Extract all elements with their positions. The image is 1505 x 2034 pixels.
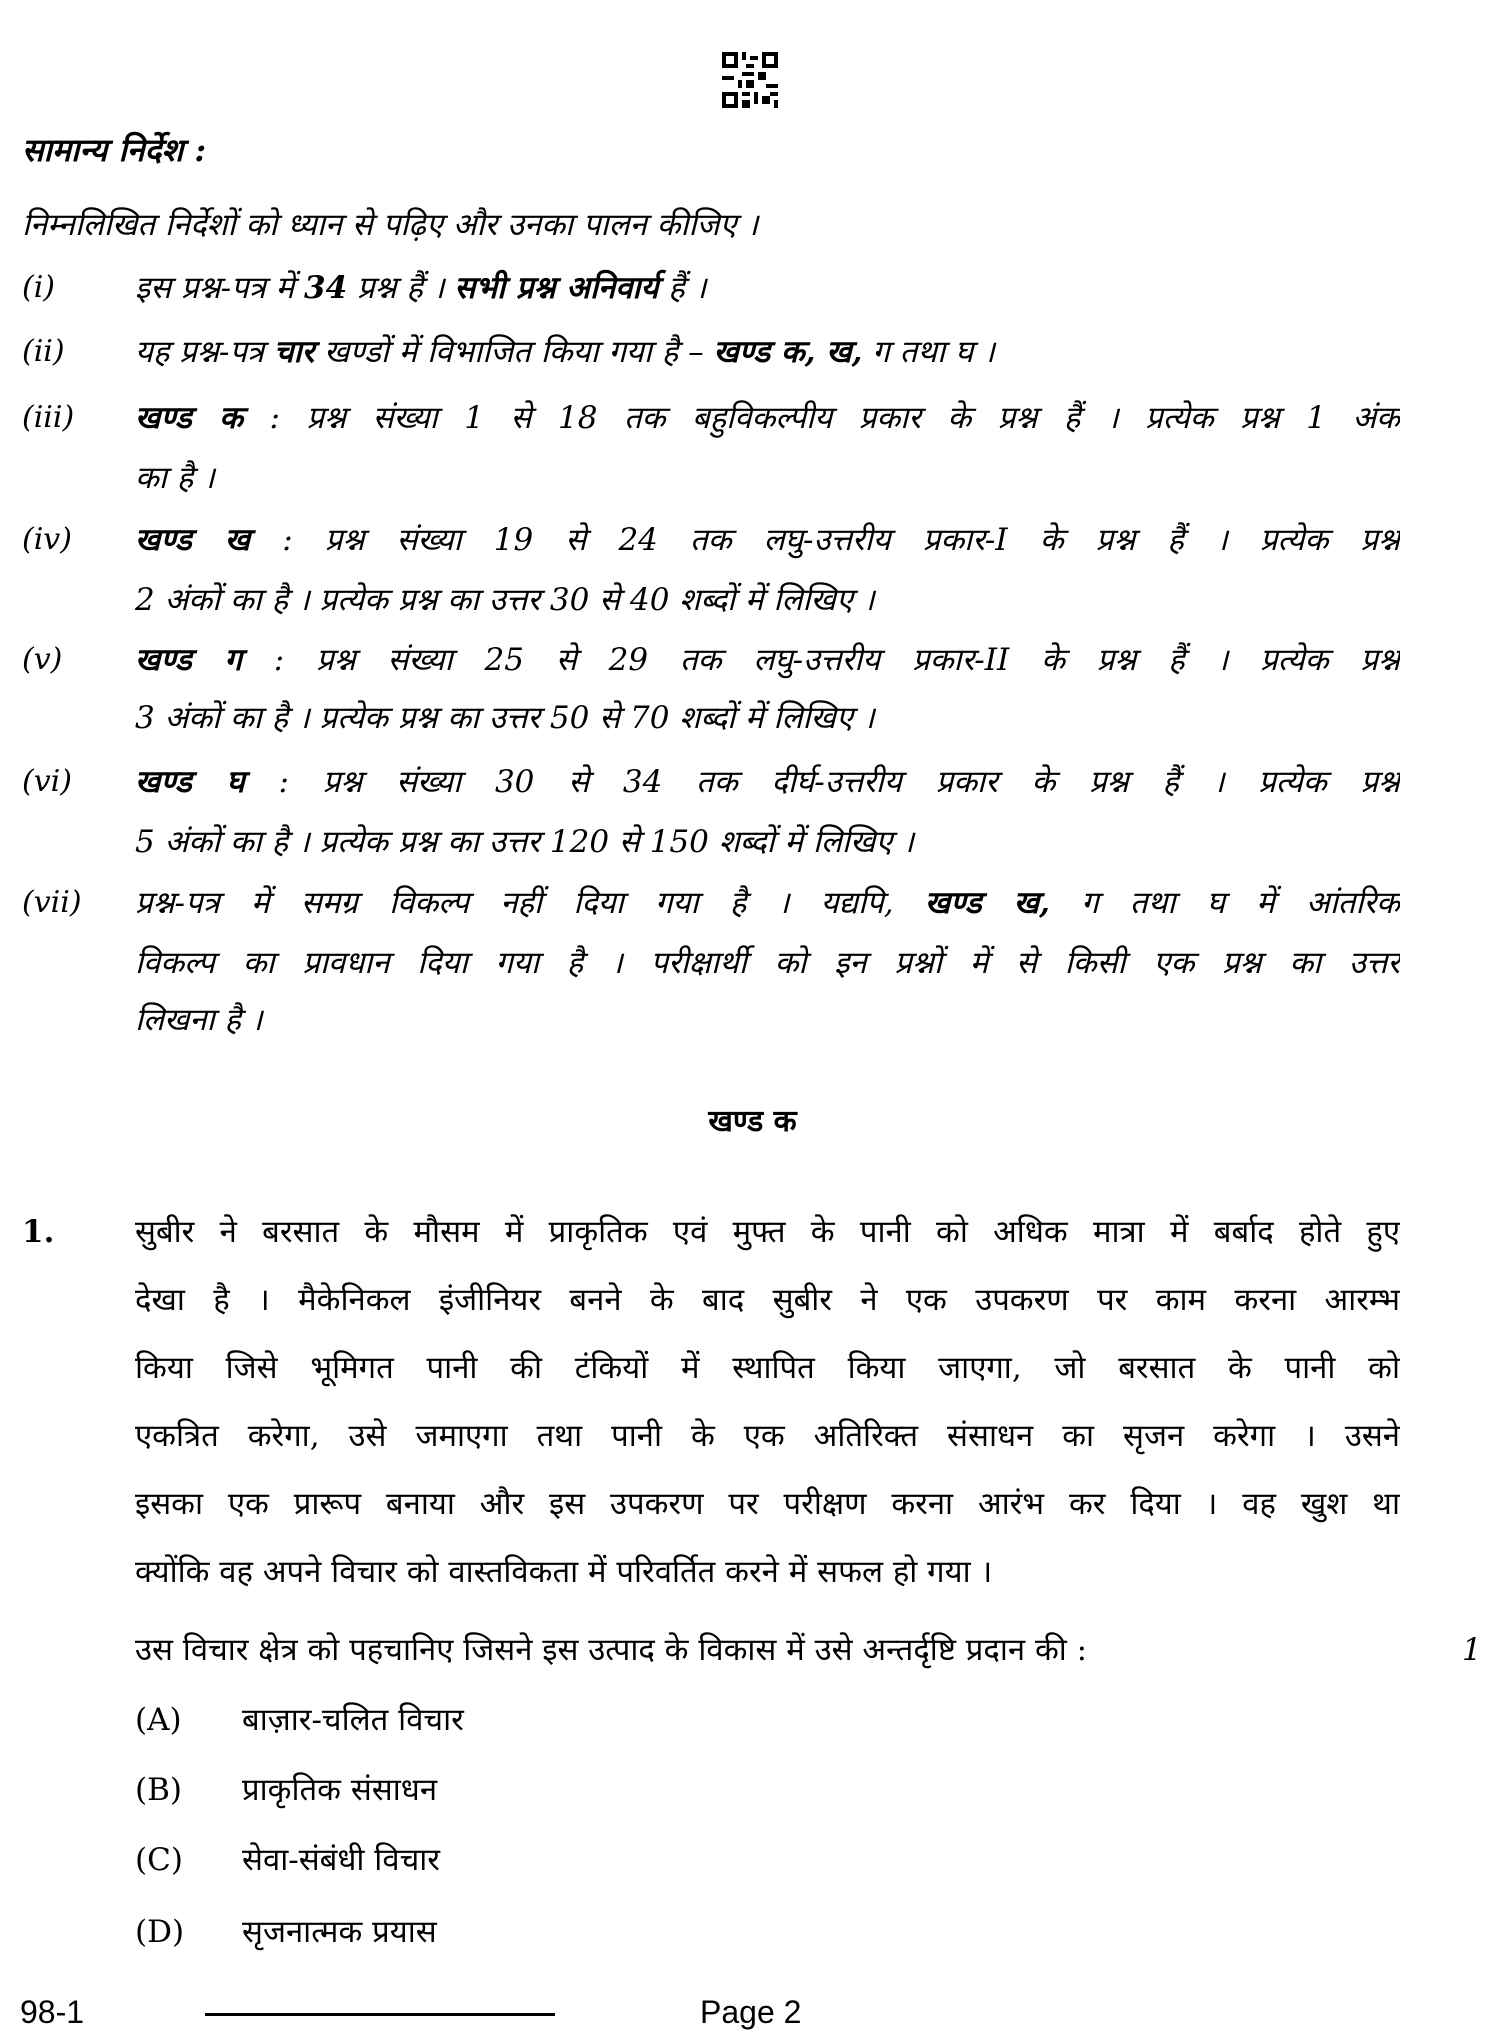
instruction-number: (vii) <box>22 885 82 920</box>
instruction-line <box>135 330 995 374</box>
instructions-title: सामान्य निर्देश : <box>22 131 207 169</box>
instruction-text: हैं । <box>658 270 707 306</box>
instruction-line <box>135 578 875 622</box>
option-text: सेवा-संबंधी विचार <box>242 1842 440 1878</box>
question-text-line: देखा है । मैकेनिकल इंजीनियर बनने के बाद सुबीर ने एक उपकरण पर काम करना आरम्भ <box>135 1282 1400 1318</box>
instruction-emphasis: खण्ड ख, <box>924 885 1050 921</box>
instruction-text: प्रश्न हैं । <box>347 270 455 306</box>
question-text-line: क्योंकि वह अपने विचार को वास्तविकता में परिवर्तित करने में सफल हो गया । <box>135 1554 993 1590</box>
footer-code: 98-1 <box>20 1994 85 2030</box>
instruction-text: इस प्रश्न-पत्र में <box>135 270 305 306</box>
instruction-text: ग तथा घ में आंतरिक <box>1049 885 1400 921</box>
instruction-text: यह प्रश्न-पत्र <box>135 334 274 370</box>
instruction-number: (iv) <box>22 522 72 557</box>
footer-page-number: Page 2 <box>700 1994 802 2030</box>
instruction-number: (iii) <box>22 400 75 435</box>
instruction-number: (vi) <box>22 764 72 799</box>
instruction-text: 5 अंकों का है । प्रत्येक प्रश्न का उत्तर 120 से 150 शब्दों में लिखिए । <box>135 824 915 860</box>
instruction-emphasis: खण्ड ख <box>135 522 251 558</box>
option-text: सृजनात्मक प्रयास <box>242 1914 437 1950</box>
instruction-text: 2 अंकों का है । प्रत्येक प्रश्न का उत्तर 30 से 40 शब्दों में लिखिए । <box>135 582 875 618</box>
instruction-line <box>135 998 263 1042</box>
instruction-text: लिखना है । <box>135 1002 263 1038</box>
footer-divider <box>205 2013 555 2016</box>
option-text: प्राकृतिक संसाधन <box>242 1772 438 1808</box>
instruction-line <box>135 396 1400 440</box>
instructions-intro: निम्नलिखित निर्देशों को ध्यान से पढ़िए और उनका पालन कीजिए । <box>22 207 759 243</box>
instruction-text: प्रश्न-पत्र में समग्र विकल्प नहीं दिया गया है । यद्यपि, <box>135 885 925 921</box>
instruction-emphasis: खण्ड क, ख, <box>713 334 863 370</box>
instruction-emphasis: सभी प्रश्न अनिवार्य <box>454 270 659 306</box>
instruction-text: : प्रश्न संख्या 1 से 18 तक बहुविकल्पीय प्रकार के प्रश्न हैं । प्रत्येक प्रश्न 1 अंक <box>242 400 1400 436</box>
instruction-text: : प्रश्न संख्या 19 से 24 तक लघु-उत्तरीय प्रकार-I के प्रश्न हैं । प्रत्येक प्रश्न <box>250 522 1400 558</box>
question-number: 1. <box>22 1214 55 1250</box>
question-marks: 1 <box>1462 1632 1482 1668</box>
question-text-line: सुबीर ने बरसात के मौसम में प्राकृतिक एवं मुफ्त के पानी को अधिक मात्रा में बर्बाद होते हुए <box>135 1214 1400 1250</box>
instruction-emphasis: खण्ड घ <box>135 764 245 800</box>
instruction-number: (v) <box>22 642 63 677</box>
instruction-emphasis: खण्ड ग <box>135 642 242 678</box>
instruction-emphasis: 34 <box>304 270 348 306</box>
instruction-line <box>135 881 1400 925</box>
section-title: खण्ड क <box>708 1104 797 1139</box>
instruction-number: (ii) <box>22 334 65 369</box>
qr-code <box>722 52 778 108</box>
option-label: (A) <box>135 1702 182 1738</box>
instruction-line <box>135 760 1400 804</box>
instruction-text: का है । <box>135 460 215 496</box>
instruction-text: ग तथा घ । <box>862 334 995 370</box>
instruction-text: 3 अंकों का है । प्रत्येक प्रश्न का उत्तर 50 से 70 शब्दों में लिखिए । <box>135 700 875 736</box>
instruction-line <box>135 518 1400 562</box>
instruction-line <box>135 941 1400 985</box>
instruction-line <box>135 638 1400 682</box>
option-label: (B) <box>135 1772 182 1808</box>
instruction-line <box>135 266 706 310</box>
instruction-line <box>135 696 875 740</box>
instruction-line <box>135 820 914 864</box>
option-label: (C) <box>135 1842 183 1878</box>
question-text-line: इसका एक प्रारूप बनाया और इस उपकरण पर परीक्षण करना आरंभ कर दिया । वह खुश था <box>135 1486 1400 1522</box>
instruction-text: खण्डों में विभाजित किया गया है – <box>314 334 714 370</box>
instruction-text: विकल्प का प्रावधान दिया गया है । परीक्षार्थी को इन प्रश्नों में से किसी एक प्रश्न का उत्तर <box>135 945 1400 981</box>
instruction-line <box>135 456 215 500</box>
instruction-number: (i) <box>22 270 56 305</box>
question-text-line: किया जिसे भूमिगत पानी की टंकियों में स्थापित किया जाएगा, जो बरसात के पानी को <box>135 1350 1400 1386</box>
instruction-emphasis: चार <box>273 334 315 370</box>
option-label: (D) <box>135 1914 185 1950</box>
instruction-text: : प्रश्न संख्या 30 से 34 तक दीर्घ-उत्तरीय प्रकार के प्रश्न हैं । प्रत्येक प्रश्न <box>244 764 1400 800</box>
instruction-text: : प्रश्न संख्या 25 से 29 तक लघु-उत्तरीय प्रकार-II के प्रश्न हैं । प्रत्येक प्रश्न <box>241 642 1400 678</box>
question-prompt: उस विचार क्षेत्र को पहचानिए जिसने इस उत्पाद के विकास में उसे अन्तर्दृष्टि प्रदान की : <box>135 1632 1088 1668</box>
question-text-line: एकत्रित करेगा, उसे जमाएगा तथा पानी के एक अतिरिक्त संसाधन का सृजन करेगा । उसने <box>135 1418 1400 1454</box>
instruction-emphasis: खण्ड क <box>135 400 243 436</box>
option-text: बाज़ार-चलित विचार <box>242 1702 464 1738</box>
